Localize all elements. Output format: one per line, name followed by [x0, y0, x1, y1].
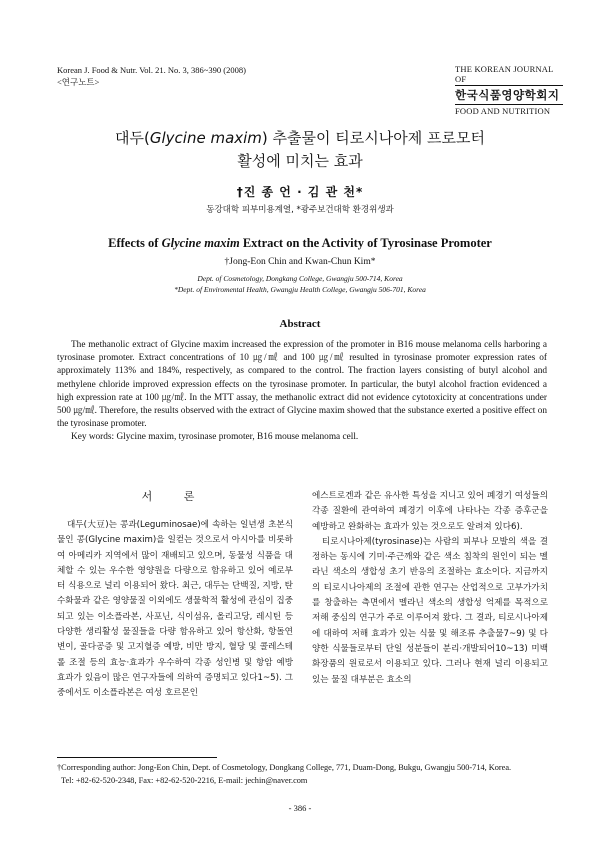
keywords: Key words: Glycine maxim, tyrosinase promoter, B16 mouse melanoma cell. [71, 432, 359, 443]
authors-ko: †진 종 언 · 김 관 천* [236, 185, 364, 199]
article-type-note: <연구노트> [57, 77, 100, 87]
journal-logo [455, 64, 563, 116]
title-ko-line1 [0, 127, 600, 150]
paragraph: 티로시나아제(tyrosinase)는 사람의 피부나 모발의 색을 결정하는 동시에 기미·주근깨와 같은 색소 침착의 원인이 되는 멜라닌 색소의 생합성 초기 반응의 조절하는 효소이다. 지금까지의 티로시나아제의 조절에 관한 연구는 산업적으로 고부가가치를 창출하는 측면에서 멜라닌 색소의 생합성 억제를 목적으로 저해 중심의 연구가 주로 이루어져 왔다. 그 결과, 티로시나아제에 대하여 저해 효과가 있는 식물 및 해조류 추출물7~9) 및 다양한 식물들로부터 단일 성분들이 분리·개발되어10~13) 미백 화장품의 원료로서 이용되고 있다. 그러나 현재 널리 이용되고 있는 물질 대부분은 효소의 [312, 536, 548, 685]
title-en-species: Glycine maxim [161, 236, 240, 250]
journal-rule-top [455, 85, 563, 86]
abstract-block [57, 339, 547, 445]
paragraph: 에스트로겐과 같은 유사한 특성을 지니고 있어 폐경기 여성들의 각종 질환에 관여하여 폐경기 이후에 나타나는 각종 증후군을 예방하고 완화하는 효과가 있는 것으로도 알려져 있다6). [312, 491, 548, 532]
title-ko-post: ) 추출물이 티로시나아제 프로모터 [261, 129, 485, 147]
title-en-pre: Effects of [108, 236, 162, 250]
title-ko-pre: 대두( [115, 129, 150, 147]
journal-citation: Korean J. Food & Nutr. Vol. 21. No. 3, 386~390 (2008) [57, 65, 246, 75]
affiliation-ko: 동강대학 피부미용계열, *광주보건대학 환경위생과 [206, 205, 394, 215]
footnote [57, 761, 557, 787]
paper-title-ko [0, 127, 600, 173]
footnote-line1: †Corresponding author: Jong-Eon Chin, Dept. of Cosmetology, Dongkang College, 771, Duam-Dong, Bukgu, Gwangju 500-714, Korea. [57, 763, 512, 772]
journal-name-en-top: THE KOREAN JOURNAL OF [455, 64, 554, 84]
abstract-heading: Abstract [279, 318, 321, 330]
journal-citation-block [57, 64, 246, 88]
page-number: - 386 - [288, 803, 312, 813]
journal-name-ko: 한국식품영양학회지 [455, 88, 560, 102]
journal-rule-bottom [455, 104, 563, 105]
paper-title-en [0, 236, 600, 251]
section-heading: 서 론 [141, 490, 209, 503]
affiliation-en [0, 273, 600, 295]
title-ko-species: Glycine maxim [149, 129, 262, 147]
title-en-post: Extract on the Activity of Tyrosinase Promoter [239, 236, 492, 250]
affiliation-en-2: *Dept. of Enviromental Health, Gwangju Health College, Gwangju 506-701, Korea [174, 285, 426, 294]
body-column-right [312, 489, 548, 688]
paragraph: 대두(大豆)는 콩과(Leguminosae)에 속하는 일년생 초본식물인 콩(Glycine maxim)을 일컫는 것으로서 아시아를 비롯하여 아메리카 지역에서 많이 재배되고 있으며, 동물성 식품을 대체할 수 있는 우수한 영양원을 다량으로 함유하고 있어 예로부터 식용으로 널리 이용되어 왔다. 최근, 대두는 단백질, 지방, 탄수화물과 같은 영양물질 이외에도 생물학적 활성에 관심이 집중되고 있는 이소플라본, 사포닌, 식이섬유, 올리고당, 레시틴 등 다양한 생리활성 물질들을 다량 함유하고 있어 항산화, 항돌연변이, 골다공증 및 고지혈증 예방, 비만 방지, 혈당 및 콜레스테롤 조절 등의 효능·효과가 우수하여 각종 성인병 및 항암 예방 효과가 있음이 많은 연구자들에 의하여 증명되고 있다1~5). 그 중에서도 이소플라본은 여성 호르몬인 [57, 520, 293, 699]
authors-en: †Jong-Eon Chin and Kwan-Chun Kim* [224, 257, 376, 267]
footnote-line2: Tel: +82-62-520-2348, Fax: +82-62-520-2216, E-mail: jechin@naver.com [61, 776, 308, 785]
body-column-left [57, 518, 293, 702]
title-ko-line2: 활성에 미치는 효과 [237, 152, 363, 170]
abstract-body: The methanolic extract of Glycine maxim increased the expression of the promoter in B16 mouse melanoma cells harboring a tyrosinase promoter. Extract concentrations of 10 ㎍/㎖ and 100 ㎍/㎖ resulted in tyrosinase promoter expression rates of approximately 113% and 184%, respectively, as compared to the control. The fraction layers consisting of butyl alcohol and methylene chloride improved expression effects on the tyrosinase promoter. In particular, the butyl alcohol fraction evidenced a high expression rate at 100 ㎍/㎖. In the MTT assay, the methanolic extract did not evidence cytotoxicity at concentrations under 500 ㎍/㎖. Therefore, the results observed with the extract of Glycine maxim showed that the substance exerted a positive effect on the tyrosinase promoter. [57, 340, 547, 430]
journal-name-en-bottom: FOOD AND NUTRITION [455, 106, 551, 116]
affiliation-en-1: Dept. of Cosmetology, Dongkang College, Gwangju 500-714, Korea [197, 274, 403, 283]
footnote-divider [57, 757, 217, 758]
